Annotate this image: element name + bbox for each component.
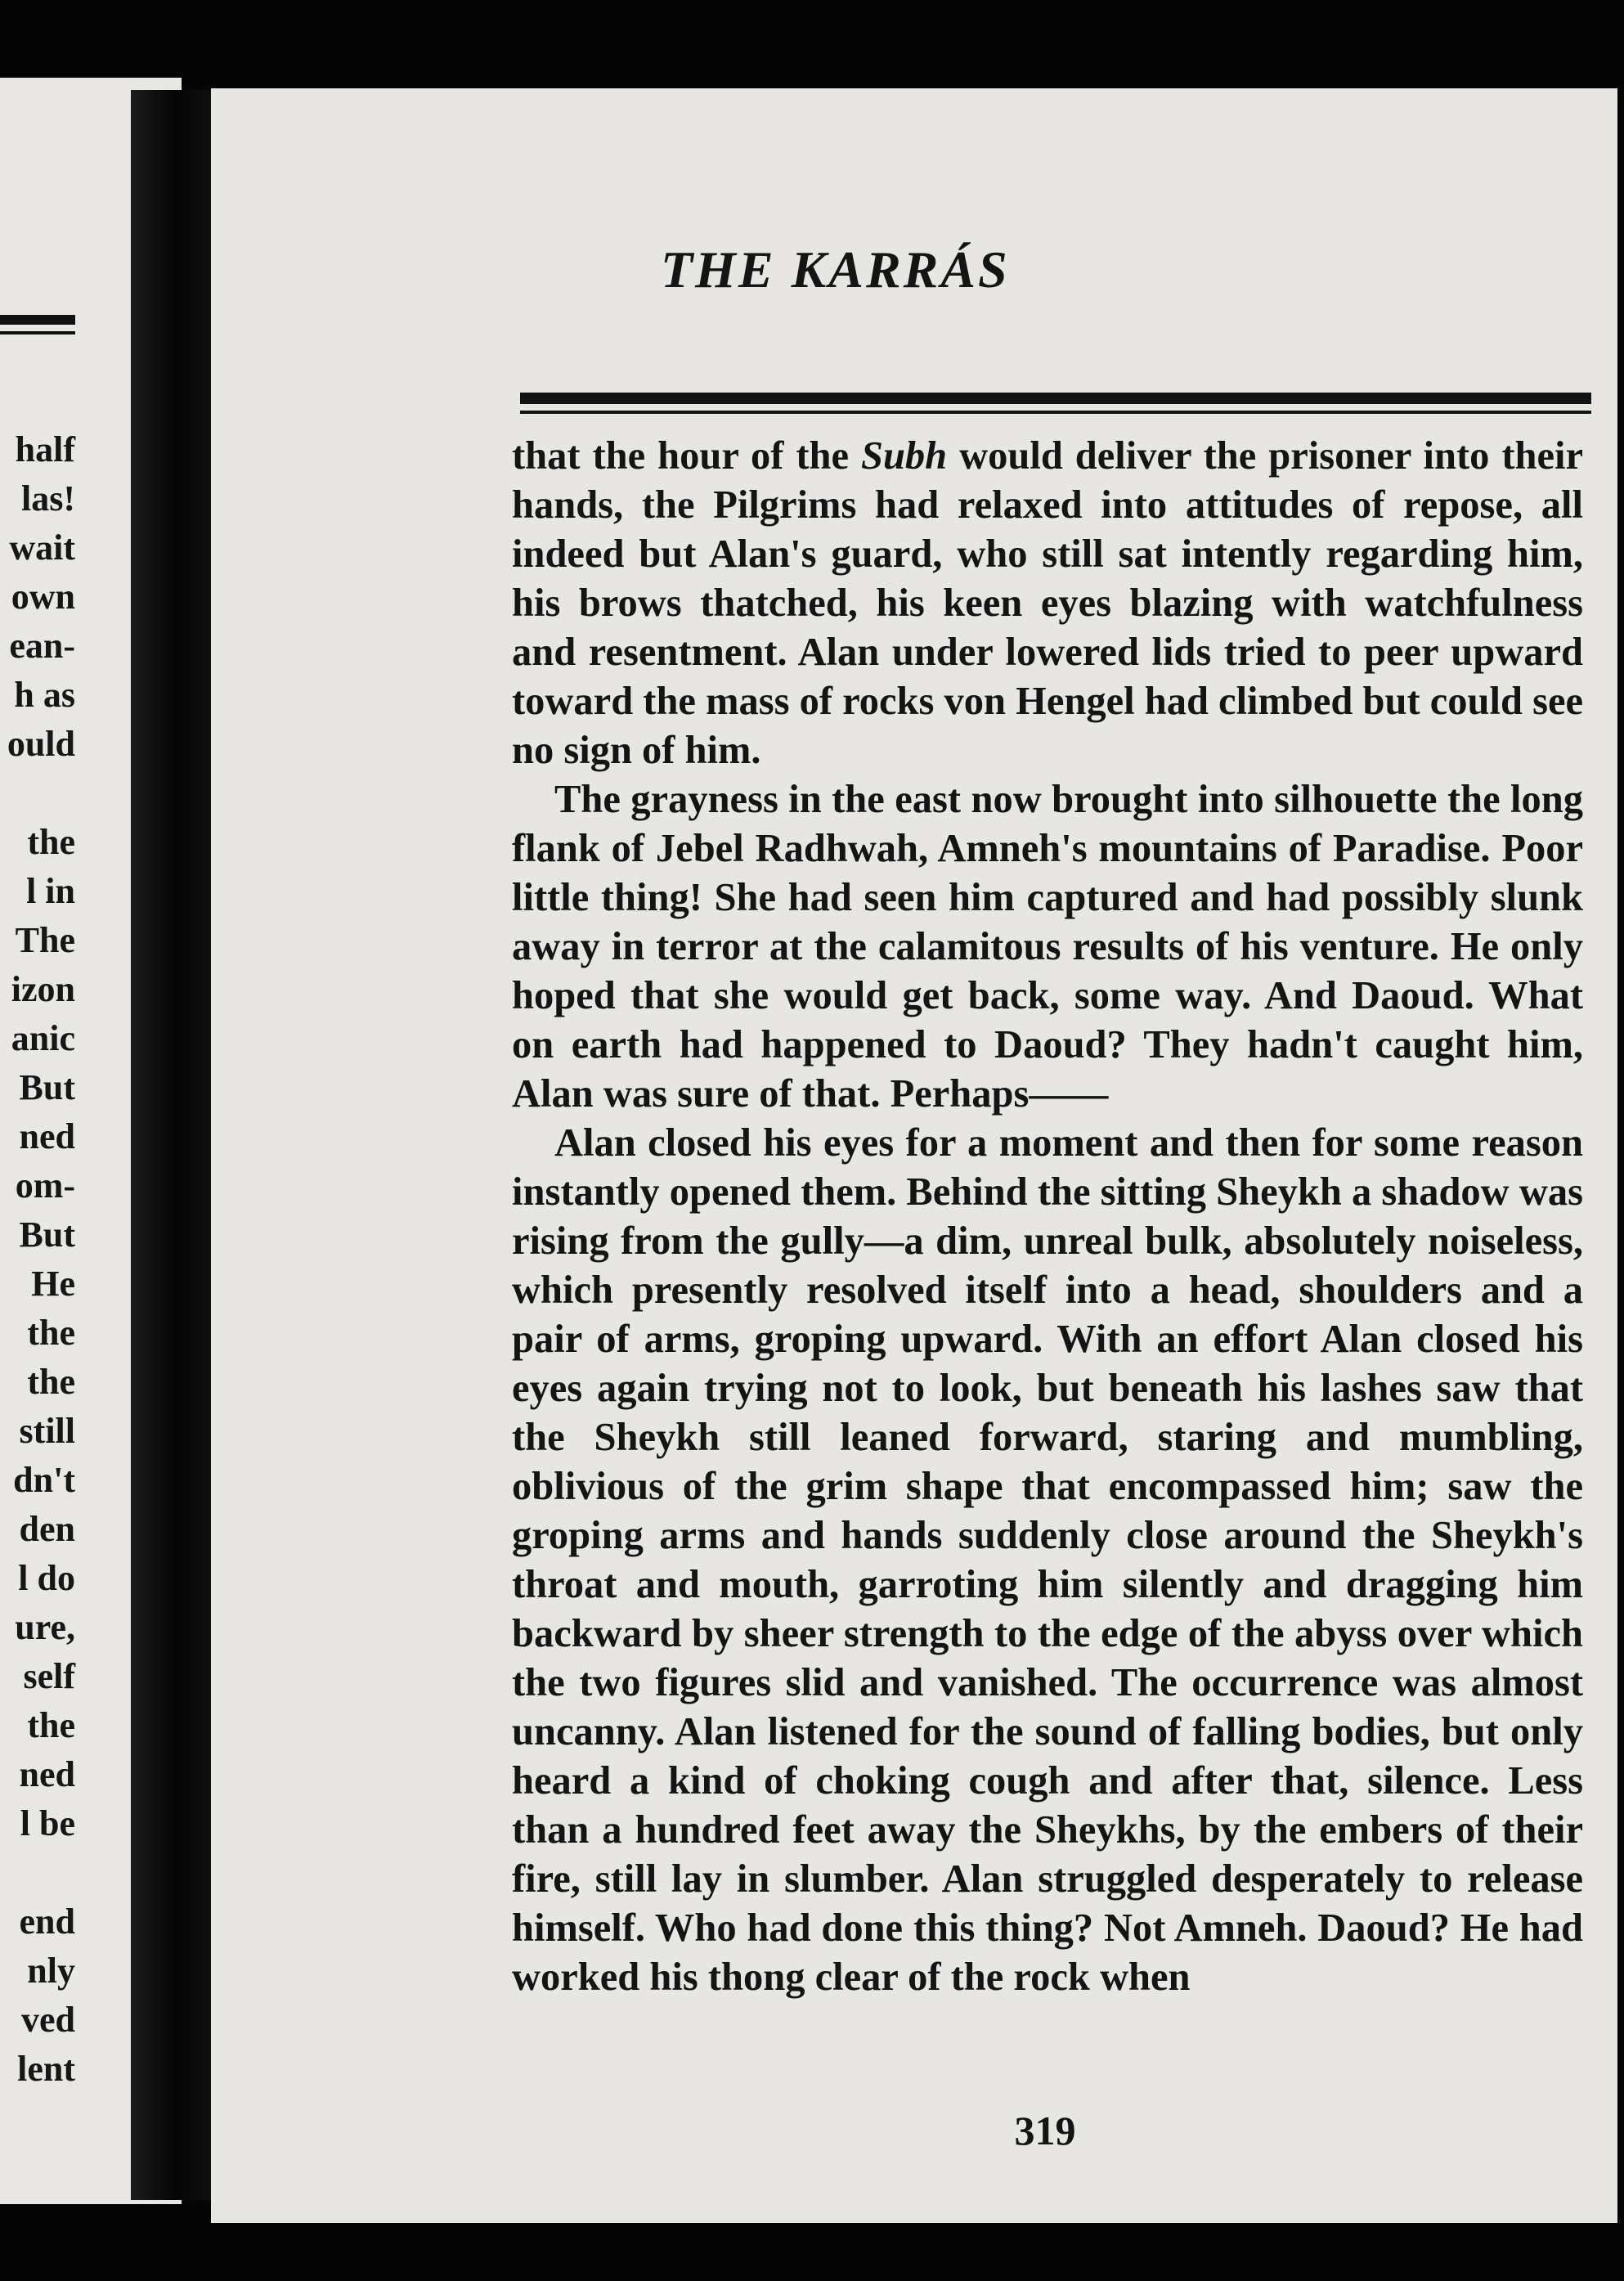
left-line-ending: the [27,1313,75,1353]
running-head: THE KARRÁS [661,240,1010,299]
left-line-ending: ned [19,1116,75,1156]
left-line-ending: the [27,1705,75,1745]
body-text [512,432,1583,2002]
left-line-ending: wait [9,528,75,568]
subh-term: Subh [860,434,948,478]
left-line-ending: l do [18,1558,75,1598]
left-line-ending: nly [27,1951,75,1991]
paragraph-3: Alan closed his eyes for a moment and then for some reason instantly opened them. Behind the sitting Sheykh a shadow was rising from the gully—a dim, unreal bulk, absolutely noiseless, which presently resolved itself into a head, shoulders and a pair of arms, groping upward. With an effort Alan closed his eyes again trying not to look, but beneath his lashes saw that the Sheykh still leaned forward, staring and mumbling, oblivious of the grim shape that encompassed him; saw the groping arms and hands suddenly close around the Sheykh's throat and mouth, garroting him silently and dragging him backward by sheer strength to the edge of the abyss over which the two figures slid and vanished. The occurrence was almost uncanny. Alan listened for the sound of falling bodies, but only heard a kind of choking cough and after that, silence. Less than a hundred feet away the Sheykhs, by the embers of their fire, still lay in slumber. Alan struggled desperately to release himself. Who had done this thing? Not Amneh. Daoud? He had worked his thong clear of the rock when [512,1121,1583,1999]
left-line-ending: self [23,1656,75,1696]
header-rule-thin [520,411,1591,414]
left-page-line-endings [0,425,75,2094]
left-line-ending: izon [11,969,75,1009]
left-line-ending: las! [21,478,75,519]
left-line-ending [0,1848,75,1897]
left-header-rule-thick [0,315,75,325]
left-line-ending: h as [14,675,75,715]
left-line-ending: l be [20,1803,75,1843]
left-line-ending: He [31,1264,75,1304]
left-line-ending: ned [19,1754,75,1794]
left-line-ending: The [15,920,75,960]
paragraph-1 [512,432,1583,775]
page-number: 319 [1014,2108,1076,2153]
left-line-ending: ould [7,724,75,764]
paragraph-1-rest: would deliver the prisoner into their hands, the Pilgrims had relaxed into attitudes of repose, all indeed but Alan's guard, who still sat intently regarding him, his brows thatched, his keen eyes blazing with watchfulness and resentment. Alan under lowered lids tried to peer upward toward the mass of rocks von Hengel had climbed but could see no sign of him. [512,434,1583,772]
header-rule-thick [520,393,1591,404]
left-line-ending: own [11,577,75,617]
left-line-ending: half [15,429,75,469]
left-line-ending: ure, [15,1607,75,1647]
left-line-ending: But [19,1067,75,1107]
left-line-ending: anic [11,1018,75,1058]
paragraph-2: The grayness in the east now brought into silhouette the long flank of Jebel Radhwah, Amneh's mountains of Paradise. Poor little thing! She had seen him captured and had possibly slunk away in terror at the calamitous results of his venture. He only hoped that she would get back, some way. And Daoud. What on earth had happened to Daoud? They hadn't caught him, Alan was sure of that. Perhaps—— [512,778,1583,1116]
left-line-ending: ved [21,2000,75,2040]
left-line-ending: end [19,1902,75,1942]
paragraph-1-start: that the hour of the [512,434,861,478]
left-line-ending: l in [26,871,75,911]
left-line-ending: But [19,1215,75,1255]
left-line-ending: the [27,822,75,862]
left-line-ending: den [19,1509,75,1549]
left-line-ending [0,769,75,818]
left-line-ending: the [27,1362,75,1402]
left-line-ending: ean- [9,626,75,666]
left-line-ending: lent [17,2049,75,2089]
left-line-ending: om- [15,1165,75,1206]
left-header-rule-thin [0,331,75,335]
book-gutter [131,90,213,2200]
left-line-ending: dn't [13,1460,75,1500]
right-page [211,88,1617,2223]
left-line-ending: still [19,1411,75,1451]
